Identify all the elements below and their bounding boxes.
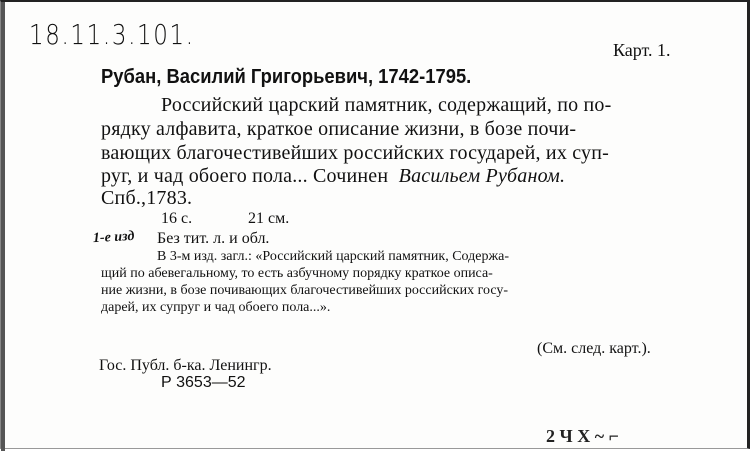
note-title: Без тит. л. и обл. (157, 230, 270, 247)
title-line-1: Российский царский памятник, содержащий, по по- (161, 94, 612, 116)
title-line-4 (101, 165, 565, 188)
title-line-3: вающих благочестивейших российских государей, их суп- (101, 142, 610, 164)
dimensions: 21 см. (248, 210, 290, 227)
title-line-2: рядку алфавита, краткое описание жизни, в бозе почи- (101, 118, 577, 140)
shelfmark: 18.11.3.101. (29, 18, 195, 51)
note-line-2: щий по абевегальному, то есть азбучному порядку краткое описа- (101, 266, 493, 281)
imprint-line: Спб.,1783. (101, 187, 193, 209)
bottom-scribble: 2 Ч Х ~ ⌐ (546, 426, 619, 446)
library-name: Гос. Публ. б-ка. Ленингр. (99, 357, 272, 374)
continuation-note: (См. след. карт.). (537, 340, 651, 357)
note-line-1: В 3-м изд. загл.: «Российский царский памятник, Содержа- (157, 249, 510, 264)
card-number: Карт. 1. (613, 40, 671, 60)
author-italic: Васильем Рубаном. (398, 165, 566, 187)
title-line-4-text: руг, и чад обоего пола... Сочинен (101, 165, 389, 187)
note-line-3: ние жизни, в бозе почивающих благочестивейших российских госу- (101, 283, 509, 298)
handwritten-edition-mark: 1-е изд (92, 228, 135, 247)
pagination: 16 с. (161, 210, 193, 227)
author-heading: Рубан, Василий Григорьевич, 1742-1795. (101, 66, 472, 88)
card-left-edge (1, 2, 5, 451)
note-line-4: дарей, их супруг и чад обоего пола...». (101, 300, 331, 315)
call-number: Р 3653—52 (161, 374, 246, 391)
